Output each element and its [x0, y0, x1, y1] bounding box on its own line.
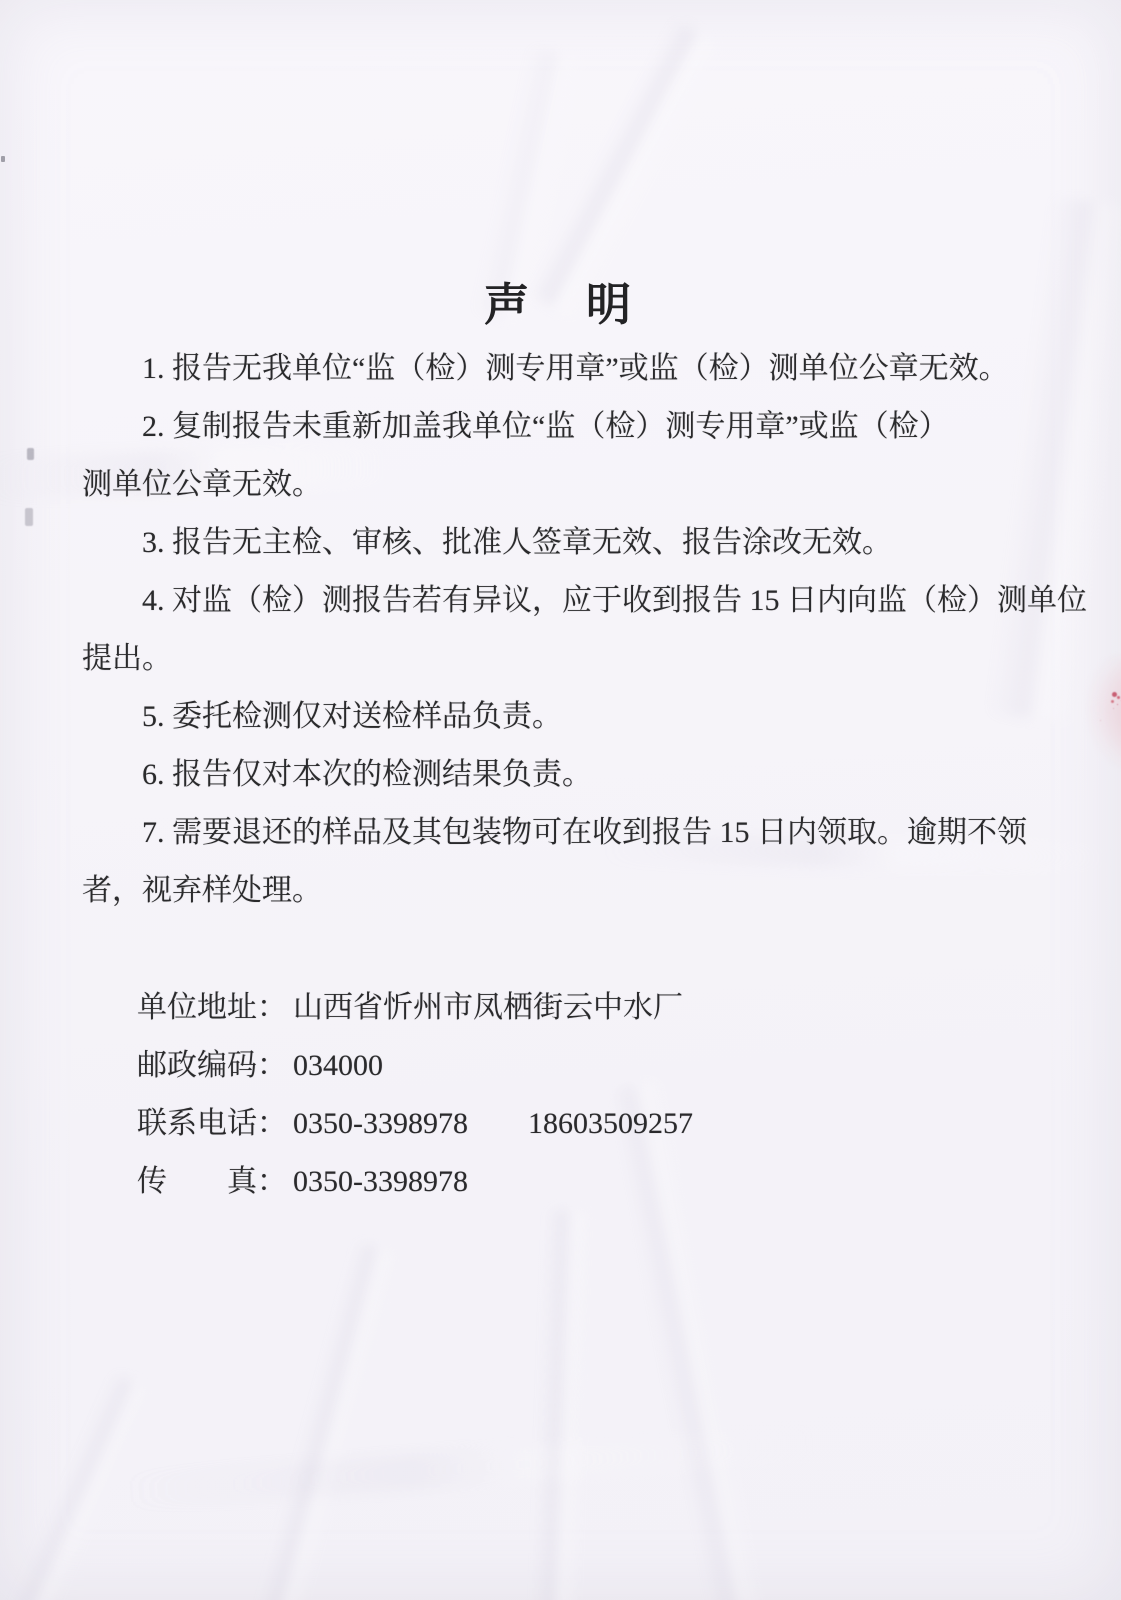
statement-line-7-cont: 者，视弃样处理。 [82, 874, 322, 907]
paper-crease [533, 1209, 592, 1600]
staple-mark [25, 508, 33, 526]
contact-row-fax [137, 1153, 693, 1211]
paper-crease [120, 1426, 821, 1511]
statement-line-2-cont: 测单位公章无效。 [82, 468, 322, 501]
phone-label: 联系电话： [137, 1107, 287, 1140]
statement-line-2: 2. 复制报告未重新加盖我单位“监（检）测专用章”或监（检） [142, 410, 949, 443]
scan-speck [1, 156, 5, 162]
red-stamp-mark [1085, 655, 1121, 775]
page-title: 声 明 [483, 278, 637, 331]
statement-line-1: 1. 报告无我单位“监（检）测专用章”或监（检）测单位公章无效。 [142, 352, 1009, 385]
statement-line-5: 5. 委托检测仅对送检样品负责。 [142, 700, 562, 733]
fax-value: 0350-3398978 [293, 1165, 468, 1198]
contact-row-postcode [137, 1037, 693, 1095]
contact-row-address [137, 979, 693, 1037]
fax-label: 传 真： [137, 1165, 287, 1198]
statement-line-7: 7. 需要退还的样品及其包装物可在收到报告 15 日内领取。逾期不领 [142, 816, 1027, 849]
address-value: 山西省忻州市凤栖街云中水厂 [293, 991, 683, 1024]
paper-crease [245, 1242, 399, 1600]
contact-row-phone [137, 1095, 693, 1153]
statement-line-4-cont: 提出。 [82, 642, 172, 675]
contact-info [137, 979, 693, 1211]
red-stamp-speckles [1112, 692, 1117, 697]
address-label: 单位地址： [137, 991, 287, 1024]
staple-mark [27, 448, 34, 460]
statement-line-3: 3. 报告无主检、审核、批准人签章无效、报告涂改无效。 [142, 526, 892, 559]
postcode-value: 034000 [293, 1049, 383, 1082]
statement-line-6: 6. 报告仅对本次的检测结果负责。 [142, 758, 592, 791]
postcode-label: 邮政编码： [137, 1049, 287, 1082]
phone-value: 0350-3398978 18603509257 [293, 1107, 693, 1140]
statement-body [82, 340, 1087, 920]
paper-crease [0, 1374, 152, 1600]
statement-line-4: 4. 对监（检）测报告若有异议，应于收到报告 15 日内向监（检）测单位 [142, 584, 1087, 617]
